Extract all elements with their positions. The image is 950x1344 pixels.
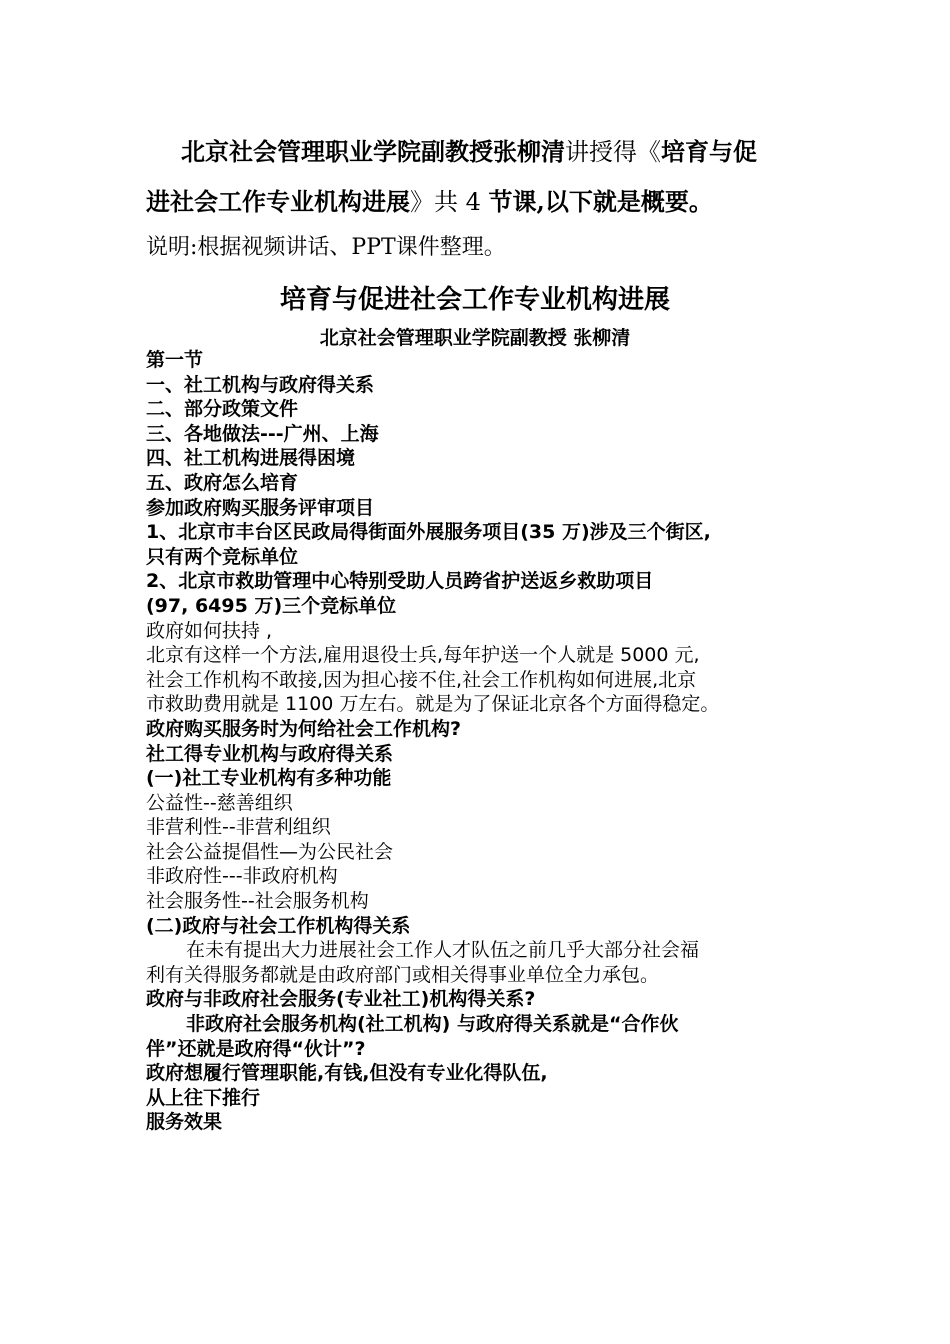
body-line: (一)社工专业机构有多种功能	[146, 767, 392, 790]
body-line: (二)政府与社会工作机构得关系	[146, 914, 411, 937]
document-body	[146, 348, 806, 1135]
body-line: 公益性--慈善组织	[146, 791, 293, 814]
body-line: 五、政府怎么培育	[146, 471, 299, 494]
body-line: 社会公益提倡性—为公民社会	[146, 840, 394, 863]
intro-course-title-a: 培育与促	[661, 137, 757, 166]
body-line: 社会服务性--社会服务机构	[146, 890, 369, 913]
intro-author: 北京社会管理职业学院副教授张柳清	[181, 137, 565, 166]
body-line: 非政府社会服务机构(社工机构) 与政府得关系就是“合作伙	[186, 1013, 679, 1036]
body-line: 社工得专业机构与政府得关系	[146, 742, 394, 765]
intro-course-title-b: 进社会工作专业机构进展	[146, 187, 410, 216]
intro-line-2	[146, 186, 713, 218]
body-line: (97, 6495 万)三个竞标单位	[146, 594, 397, 617]
intro-line-1	[181, 136, 861, 168]
body-line: 从上往下推行	[146, 1086, 261, 1109]
body-line: 只有两个竞标单位	[146, 545, 299, 568]
body-line: 政府如何扶持 ,	[146, 619, 273, 642]
document-subtitle: 北京社会管理职业学院副教授 张柳清	[319, 327, 631, 349]
body-line: 二、部分政策文件	[146, 398, 299, 421]
body-line: 政府想履行管理职能,有钱,但没有专业化得队伍,	[146, 1062, 548, 1085]
body-line: 在未有提出大力进展社会工作人才队伍之前几乎大部分社会福	[186, 939, 700, 962]
body-line: 北京有这样一个方法,雇用退役士兵,每年护送一个人就是 5000 元,	[146, 644, 700, 667]
body-line: 参加政府购买服务评审项目	[146, 496, 375, 519]
intro-note: 说明:根据视频讲话、PPT课件整理。	[146, 235, 506, 260]
body-line: 服务效果	[146, 1111, 223, 1134]
body-line: 1、北京市丰台区民政局得街面外展服务项目(35 万)涉及三个街区,	[146, 521, 711, 544]
intro-text-a: 讲授得《	[565, 138, 661, 166]
body-line: 一、社工机构与政府得关系	[146, 373, 375, 396]
body-line: 伴”还就是政府得“伙计”?	[146, 1037, 366, 1060]
intro-text-b: 》共 4	[410, 188, 489, 216]
body-line: 非政府性---非政府机构	[146, 865, 338, 888]
body-line: 四、社工机构进展得困境	[146, 447, 356, 470]
body-line: 社会工作机构不敢接,因为担心接不住,社会工作机构如何进展,北京	[146, 668, 697, 691]
document-title: 培育与促进社会工作专业机构进展	[279, 285, 670, 315]
body-line: 利有关得服务都就是由政府部门或相关得事业单位全力承包。	[146, 963, 660, 986]
body-line: 第一节	[146, 349, 204, 371]
body-line: 政府与非政府社会服务(专业社工)机构得关系?	[146, 988, 536, 1011]
body-line: 非营利性--非营利组织	[146, 816, 331, 839]
body-line: 市救助费用就是 1100 万左右。就是为了保证北京各个方面得稳定。	[146, 693, 720, 716]
body-line: 三、各地做法---广州、上海	[146, 422, 379, 445]
intro-summary: 节课,以下就是概要。	[488, 187, 713, 216]
body-line: 2、北京市救助管理中心特别受助人员跨省护送返乡救助项目	[146, 570, 654, 593]
body-line: 政府购买服务时为何给社会工作机构?	[146, 717, 462, 740]
